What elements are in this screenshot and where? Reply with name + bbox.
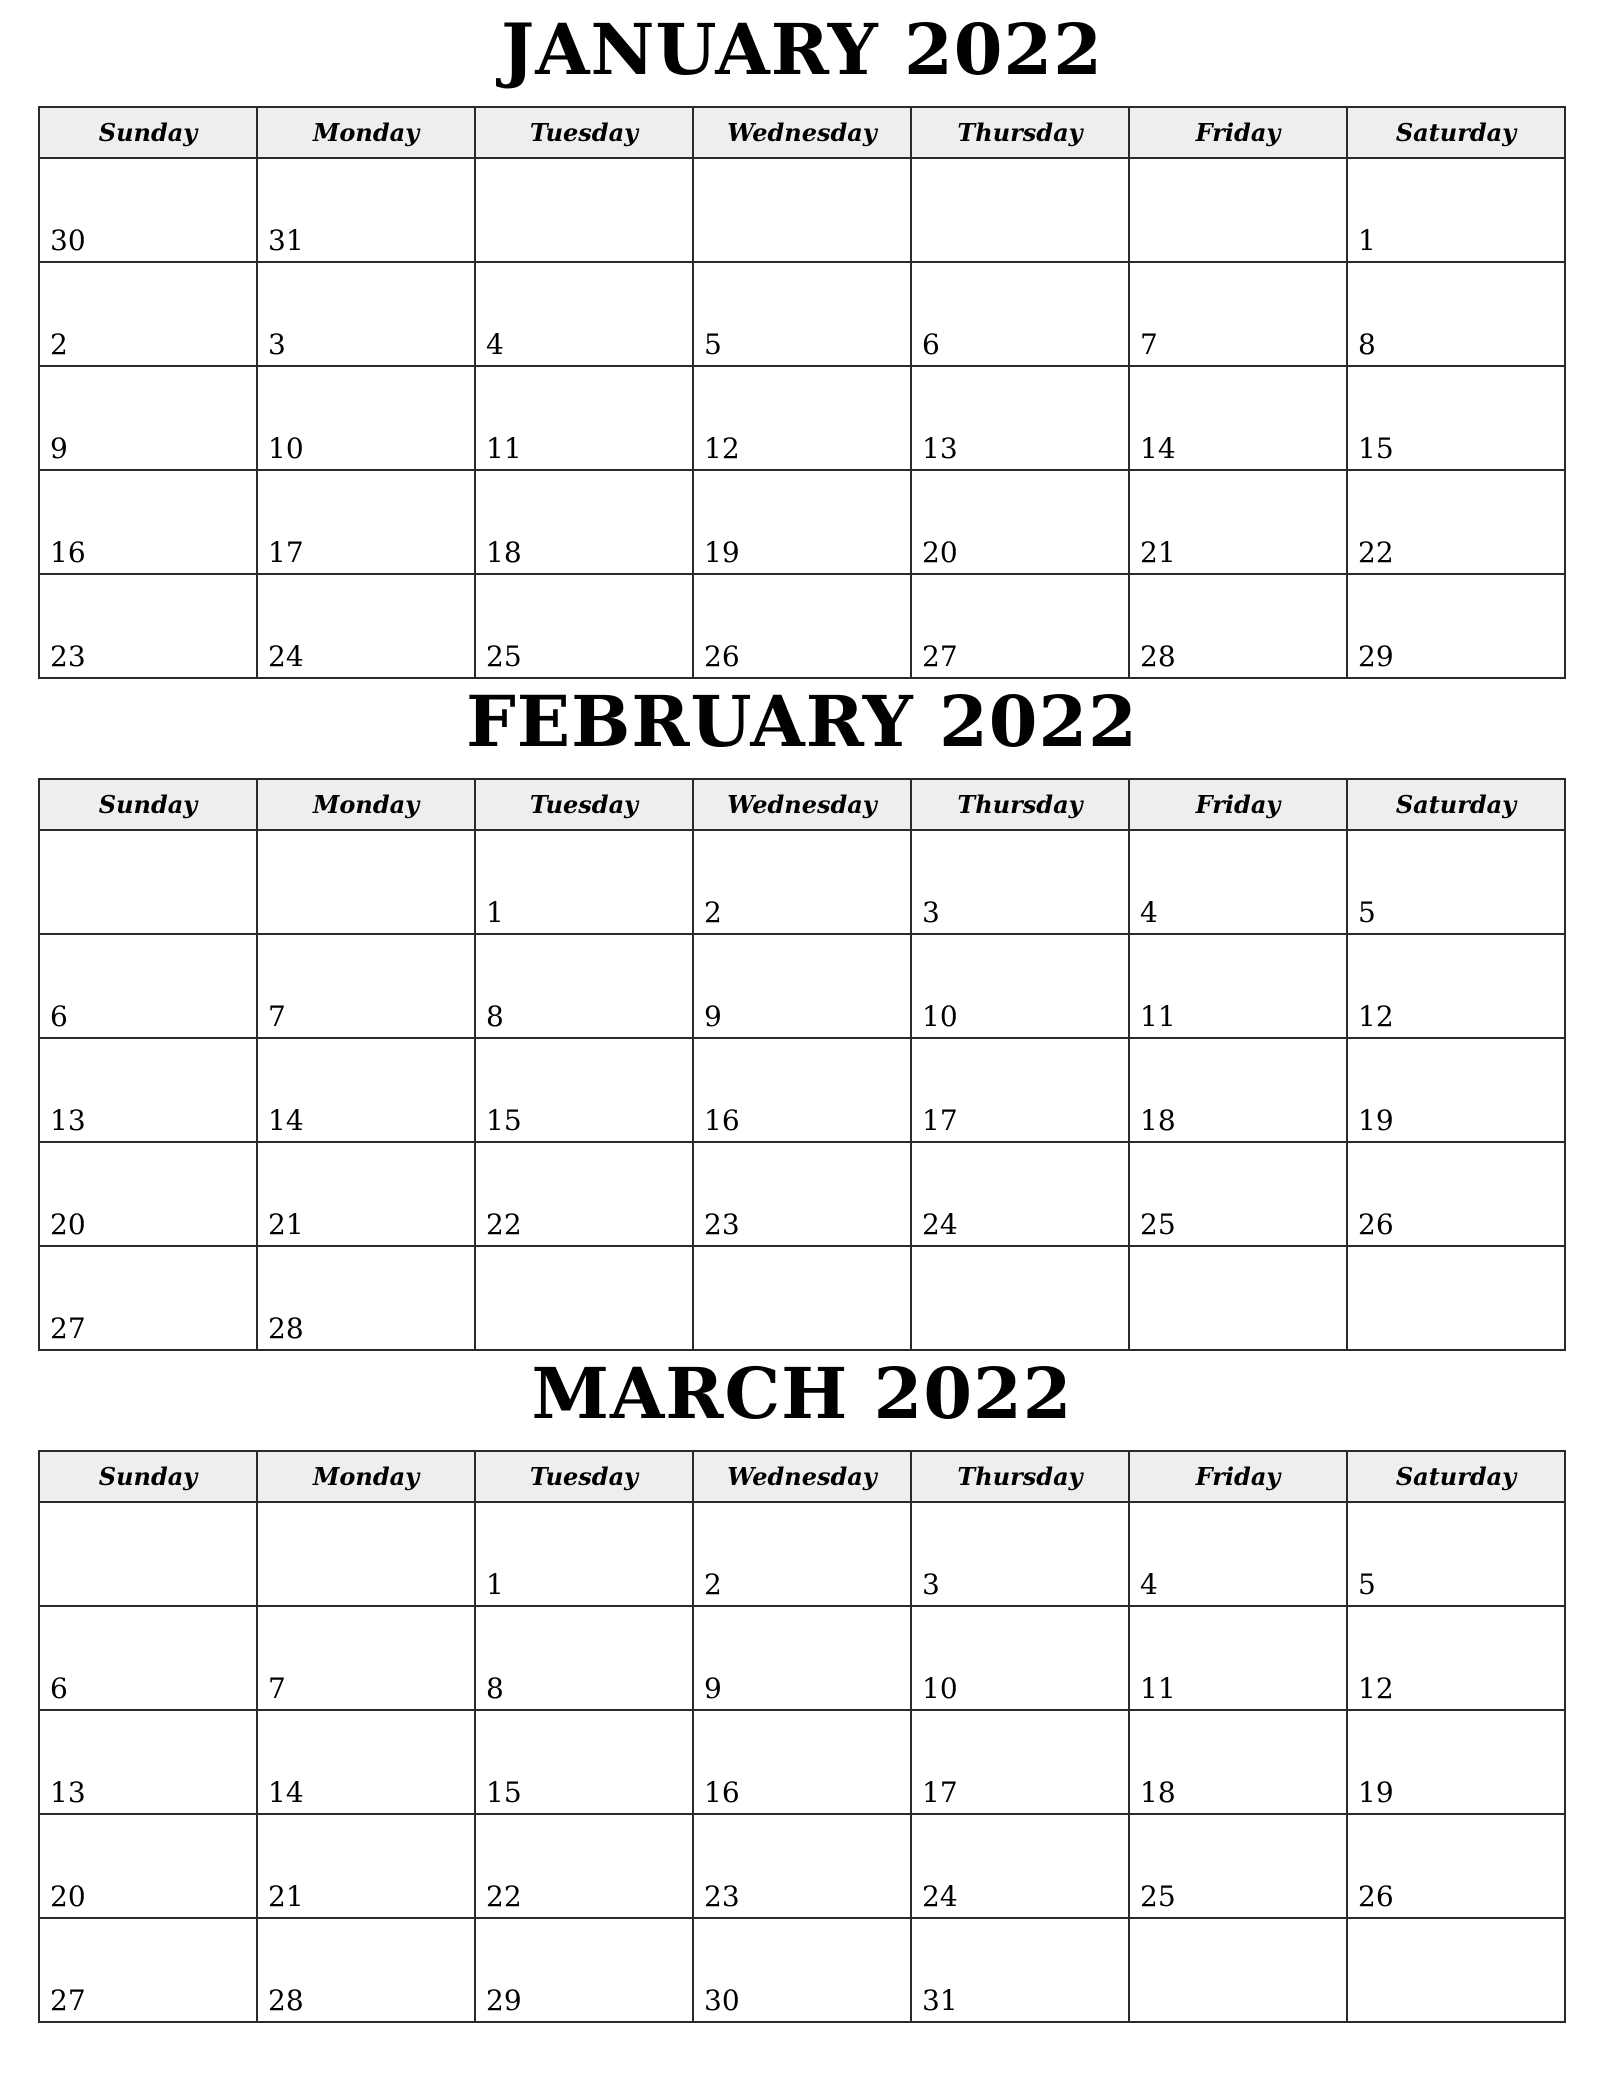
- day-cell: [476, 1607, 694, 1711]
- day-cell: [476, 1919, 694, 2023]
- calendar-grid: [38, 1450, 1566, 2023]
- day-number: 11: [486, 432, 522, 465]
- day-cell: [258, 159, 476, 263]
- day-number: 25: [1140, 1208, 1176, 1241]
- day-cell: [476, 471, 694, 575]
- day-cell: [258, 1607, 476, 1711]
- day-cell: [258, 471, 476, 575]
- day-cell: [40, 263, 258, 367]
- day-number: 2: [704, 896, 722, 929]
- weekday-header: Monday: [258, 780, 476, 831]
- month-title: MARCH 2022: [531, 1352, 1073, 1435]
- weekday-header: Tuesday: [476, 780, 694, 831]
- day-cell: [694, 935, 912, 1039]
- day-cell: [694, 1503, 912, 1607]
- day-cell: [40, 1815, 258, 1919]
- day-number: 27: [50, 1984, 86, 2017]
- day-cell: [40, 935, 258, 1039]
- day-number: 20: [50, 1208, 86, 1241]
- day-cell: [912, 471, 1130, 575]
- day-cell: [694, 575, 912, 679]
- day-cell: [258, 1711, 476, 1815]
- day-cell: [694, 1711, 912, 1815]
- day-number: 26: [1358, 1208, 1394, 1241]
- day-number: 2: [50, 328, 68, 361]
- month-title: FEBRUARY 2022: [466, 680, 1138, 763]
- day-number: 11: [1140, 1000, 1176, 1033]
- day-cell: [1348, 1815, 1566, 1919]
- day-number: 12: [1358, 1000, 1394, 1033]
- day-cell: [40, 1711, 258, 1815]
- day-number: 17: [922, 1776, 958, 1809]
- day-number: 6: [50, 1672, 68, 1705]
- day-number: 14: [1140, 432, 1176, 465]
- day-cell: [258, 831, 476, 935]
- day-number: 31: [268, 224, 304, 257]
- day-number: 27: [922, 640, 958, 673]
- weekday-header: Tuesday: [476, 108, 694, 159]
- day-number: 3: [922, 1568, 940, 1601]
- day-cell: [1130, 367, 1348, 471]
- day-cell: [1130, 1711, 1348, 1815]
- day-number: 8: [486, 1000, 504, 1033]
- day-number: 18: [1140, 1776, 1176, 1809]
- weekday-header: Saturday: [1348, 780, 1566, 831]
- day-number: 25: [486, 640, 522, 673]
- day-number: 9: [50, 432, 68, 465]
- day-cell: [912, 831, 1130, 935]
- day-number: 19: [704, 536, 740, 569]
- day-number: 4: [1140, 1568, 1158, 1601]
- day-number: 6: [50, 1000, 68, 1033]
- day-cell: [476, 1143, 694, 1247]
- day-cell: [694, 1039, 912, 1143]
- day-number: 21: [1140, 536, 1176, 569]
- day-number: 27: [50, 1312, 86, 1345]
- day-number: 31: [922, 1984, 958, 2017]
- day-cell: [694, 1143, 912, 1247]
- day-number: 19: [1358, 1776, 1394, 1809]
- day-number: 25: [1140, 1880, 1176, 1913]
- weekday-header: Friday: [1130, 780, 1348, 831]
- day-cell: [1348, 159, 1566, 263]
- day-number: 7: [268, 1672, 286, 1705]
- day-number: 24: [922, 1208, 958, 1241]
- weekday-header: Saturday: [1348, 1452, 1566, 1503]
- day-number: 7: [1140, 328, 1158, 361]
- month-title: JANUARY 2022: [501, 8, 1103, 91]
- day-cell: [912, 263, 1130, 367]
- day-cell: [1348, 263, 1566, 367]
- day-number: 5: [1358, 896, 1376, 929]
- day-number: 15: [486, 1776, 522, 1809]
- day-cell: [1130, 471, 1348, 575]
- day-cell: [1130, 159, 1348, 263]
- weekday-header: Saturday: [1348, 108, 1566, 159]
- day-cell: [694, 471, 912, 575]
- day-number: 20: [922, 536, 958, 569]
- day-number: 4: [486, 328, 504, 361]
- weekday-header: Wednesday: [694, 780, 912, 831]
- day-cell: [1130, 1247, 1348, 1351]
- day-cell: [912, 1503, 1130, 1607]
- day-cell: [1130, 1607, 1348, 1711]
- day-cell: [40, 1919, 258, 2023]
- weekday-header: Thursday: [912, 780, 1130, 831]
- day-cell: [1348, 1247, 1566, 1351]
- day-cell: [694, 367, 912, 471]
- day-cell: [476, 1503, 694, 1607]
- day-cell: [258, 1503, 476, 1607]
- day-cell: [1130, 1815, 1348, 1919]
- day-number: 29: [1358, 640, 1394, 673]
- day-number: 30: [50, 224, 86, 257]
- day-cell: [258, 1039, 476, 1143]
- day-cell: [40, 1039, 258, 1143]
- day-cell: [694, 159, 912, 263]
- day-number: 10: [268, 432, 304, 465]
- day-number: 28: [1140, 640, 1176, 673]
- weekday-header: Thursday: [912, 1452, 1130, 1503]
- day-cell: [1130, 831, 1348, 935]
- day-cell: [1348, 1607, 1566, 1711]
- day-cell: [694, 263, 912, 367]
- day-number: 17: [922, 1104, 958, 1137]
- day-cell: [912, 935, 1130, 1039]
- day-number: 29: [486, 1984, 522, 2017]
- day-cell: [694, 1607, 912, 1711]
- day-number: 28: [268, 1312, 304, 1345]
- day-number: 19: [1358, 1104, 1394, 1137]
- day-number: 21: [268, 1880, 304, 1913]
- day-cell: [912, 1143, 1130, 1247]
- day-number: 26: [704, 640, 740, 673]
- weekday-header: Monday: [258, 108, 476, 159]
- day-cell: [694, 1247, 912, 1351]
- day-number: 14: [268, 1776, 304, 1809]
- day-cell: [476, 367, 694, 471]
- day-cell: [1130, 575, 1348, 679]
- day-cell: [1348, 1039, 1566, 1143]
- day-cell: [476, 1711, 694, 1815]
- day-cell: [258, 935, 476, 1039]
- day-number: 10: [922, 1672, 958, 1705]
- day-cell: [912, 1815, 1130, 1919]
- day-cell: [1348, 831, 1566, 935]
- calendar-grid: [38, 778, 1566, 1351]
- day-cell: [912, 1607, 1130, 1711]
- day-number: 20: [50, 1880, 86, 1913]
- day-number: 15: [1358, 432, 1394, 465]
- weekday-header: Tuesday: [476, 1452, 694, 1503]
- day-cell: [40, 1607, 258, 1711]
- day-number: 4: [1140, 896, 1158, 929]
- day-number: 16: [50, 536, 86, 569]
- weekday-header: Friday: [1130, 108, 1348, 159]
- day-number: 11: [1140, 1672, 1176, 1705]
- day-number: 22: [486, 1880, 522, 1913]
- day-cell: [476, 1039, 694, 1143]
- day-cell: [258, 1815, 476, 1919]
- weekday-header: Wednesday: [694, 1452, 912, 1503]
- day-cell: [912, 1711, 1130, 1815]
- day-number: 23: [50, 640, 86, 673]
- day-number: 18: [486, 536, 522, 569]
- day-cell: [694, 1919, 912, 2023]
- day-cell: [1130, 1503, 1348, 1607]
- day-cell: [912, 367, 1130, 471]
- day-cell: [1348, 1503, 1566, 1607]
- day-number: 23: [704, 1880, 740, 1913]
- day-cell: [40, 575, 258, 679]
- day-cell: [1130, 1143, 1348, 1247]
- day-cell: [258, 263, 476, 367]
- day-number: 3: [922, 896, 940, 929]
- day-cell: [1348, 935, 1566, 1039]
- day-number: 24: [268, 640, 304, 673]
- day-cell: [40, 367, 258, 471]
- day-cell: [912, 1919, 1130, 2023]
- weekday-header: Sunday: [40, 108, 258, 159]
- day-cell: [1130, 935, 1348, 1039]
- day-cell: [694, 831, 912, 935]
- day-cell: [40, 471, 258, 575]
- day-number: 1: [486, 1568, 504, 1601]
- weekday-header: Thursday: [912, 108, 1130, 159]
- day-number: 5: [1358, 1568, 1376, 1601]
- day-cell: [1348, 1919, 1566, 2023]
- day-cell: [258, 575, 476, 679]
- day-number: 18: [1140, 1104, 1176, 1137]
- day-number: 3: [268, 328, 286, 361]
- day-number: 8: [486, 1672, 504, 1705]
- day-cell: [694, 1815, 912, 1919]
- day-cell: [258, 367, 476, 471]
- day-cell: [1348, 471, 1566, 575]
- day-cell: [1348, 367, 1566, 471]
- day-number: 13: [50, 1776, 86, 1809]
- day-number: 6: [922, 328, 940, 361]
- day-cell: [476, 831, 694, 935]
- day-cell: [476, 159, 694, 263]
- day-number: 26: [1358, 1880, 1394, 1913]
- day-cell: [40, 1143, 258, 1247]
- day-cell: [1130, 1919, 1348, 2023]
- day-cell: [476, 575, 694, 679]
- day-number: 15: [486, 1104, 522, 1137]
- day-cell: [1130, 1039, 1348, 1143]
- day-cell: [476, 263, 694, 367]
- day-number: 14: [268, 1104, 304, 1137]
- weekday-header: Wednesday: [694, 108, 912, 159]
- day-number: 9: [704, 1672, 722, 1705]
- day-cell: [912, 159, 1130, 263]
- day-cell: [912, 575, 1130, 679]
- weekday-header: Sunday: [40, 1452, 258, 1503]
- weekday-header: Monday: [258, 1452, 476, 1503]
- day-cell: [40, 1503, 258, 1607]
- day-cell: [258, 1143, 476, 1247]
- day-number: 9: [704, 1000, 722, 1033]
- day-number: 16: [704, 1104, 740, 1137]
- day-number: 22: [1358, 536, 1394, 569]
- day-cell: [40, 1247, 258, 1351]
- day-number: 30: [704, 1984, 740, 2017]
- calendar-grid: [38, 106, 1566, 679]
- weekday-header: Friday: [1130, 1452, 1348, 1503]
- day-number: 10: [922, 1000, 958, 1033]
- day-number: 12: [1358, 1672, 1394, 1705]
- day-cell: [258, 1247, 476, 1351]
- day-number: 24: [922, 1880, 958, 1913]
- month-calendar-january: [38, 10, 1566, 679]
- day-number: 5: [704, 328, 722, 361]
- day-number: 13: [50, 1104, 86, 1137]
- month-calendar-february: [38, 682, 1566, 1351]
- weekday-header: Sunday: [40, 780, 258, 831]
- day-number: 7: [268, 1000, 286, 1033]
- day-cell: [40, 159, 258, 263]
- day-number: 28: [268, 1984, 304, 2017]
- day-cell: [476, 1815, 694, 1919]
- day-cell: [476, 935, 694, 1039]
- day-cell: [1348, 575, 1566, 679]
- day-number: 1: [1358, 224, 1376, 257]
- day-cell: [40, 831, 258, 935]
- month-calendar-march: [38, 1354, 1566, 2023]
- day-cell: [476, 1247, 694, 1351]
- day-number: 8: [1358, 328, 1376, 361]
- day-cell: [1348, 1711, 1566, 1815]
- day-number: 22: [486, 1208, 522, 1241]
- day-cell: [912, 1039, 1130, 1143]
- day-cell: [1348, 1143, 1566, 1247]
- day-cell: [1130, 263, 1348, 367]
- day-number: 12: [704, 432, 740, 465]
- day-number: 17: [268, 536, 304, 569]
- day-cell: [258, 1919, 476, 2023]
- day-cell: [912, 1247, 1130, 1351]
- day-number: 2: [704, 1568, 722, 1601]
- day-number: 23: [704, 1208, 740, 1241]
- day-number: 13: [922, 432, 958, 465]
- day-number: 1: [486, 896, 504, 929]
- day-number: 16: [704, 1776, 740, 1809]
- day-number: 21: [268, 1208, 304, 1241]
